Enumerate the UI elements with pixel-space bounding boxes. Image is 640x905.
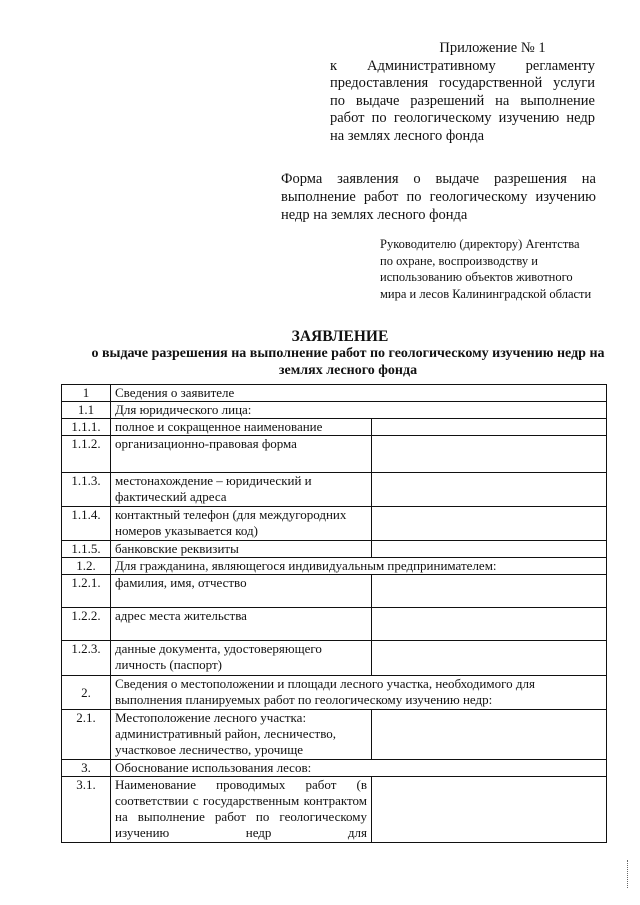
section-heading: Сведения о заявителе <box>111 385 607 402</box>
field-value-cell[interactable] <box>372 777 607 843</box>
row-number: 3.1. <box>62 777 111 843</box>
table-row-1-1-4 <box>62 507 607 541</box>
row-number: 3. <box>62 760 111 777</box>
table-row-1-1 <box>62 402 607 419</box>
row-number: 1.1.2. <box>62 436 111 473</box>
row-number: 1.1.5. <box>62 541 111 558</box>
table-row-1-1-1 <box>62 419 607 436</box>
field-value-cell[interactable] <box>372 608 607 641</box>
table-row-1-2-3 <box>62 641 607 676</box>
field-label: фамилия, имя, отчество <box>111 575 372 608</box>
row-number: 2.1. <box>62 710 111 760</box>
table-row-1-1-5 <box>62 541 607 558</box>
appendix-header <box>330 40 595 145</box>
subsection-heading: Для юридического лица: <box>111 402 607 419</box>
field-label: Местоположение лесного участка: административный район, лесничество, участковое лесничество, урочище <box>111 710 372 760</box>
field-label: адрес места жительства <box>111 608 372 641</box>
table-row-1-2-2 <box>62 608 607 641</box>
field-label: организационно-правовая форма <box>111 436 372 473</box>
section-heading: Сведения о местоположении и площади лесного участка, необходимого для выполнения планируемых работ по геологическому изучению недр: <box>111 676 607 710</box>
appendix-title: Приложение № 1 <box>439 40 546 56</box>
row-number: 2. <box>62 676 111 710</box>
field-value-cell[interactable] <box>372 473 607 507</box>
form-caption: Форма заявления о выдаче разрешения на выполнение работ по геологическому изучению недр на землях лесного фонда <box>281 171 596 223</box>
field-label: данные документа, удостоверяющего личность (паспорт) <box>111 641 372 676</box>
table-row-section-1 <box>62 385 607 402</box>
field-value-cell[interactable] <box>372 436 607 473</box>
table-row-1-2-1 <box>62 575 607 608</box>
field-value-cell[interactable] <box>372 710 607 760</box>
table-row-1-1-2 <box>62 436 607 473</box>
row-number: 1.2.3. <box>62 641 111 676</box>
application-form-table <box>61 384 607 843</box>
row-number: 1.1 <box>62 402 111 419</box>
table-row-3-1 <box>62 777 607 843</box>
row-number: 1 <box>62 385 111 402</box>
field-value-cell[interactable] <box>372 641 607 676</box>
field-label: местонахождение – юридический и фактический адреса <box>111 473 372 507</box>
field-label: полное и сокращенное наименование <box>111 419 372 436</box>
section-heading: Обоснование использования лесов: <box>111 760 607 777</box>
table-row-section-2 <box>62 676 607 710</box>
document-title: ЗАЯВЛЕНИЕ <box>291 328 389 345</box>
field-value-cell[interactable] <box>372 575 607 608</box>
row-number: 1.2.2. <box>62 608 111 641</box>
row-number: 1.2. <box>62 558 111 575</box>
field-value-cell[interactable] <box>372 419 607 436</box>
scan-edge-mark <box>627 860 632 888</box>
row-number: 1.2.1. <box>62 575 111 608</box>
field-value-cell[interactable] <box>372 541 607 558</box>
appendix-reference: к Административному регламенту предоставления государственной услуги по выдаче разрешений на выполнение работ по геологическому изучению недр на землях лесного фонда <box>330 57 595 144</box>
table-row-section-3 <box>62 760 607 777</box>
field-label: банковские реквизиты <box>111 541 372 558</box>
field-label: Наименование проводимых работ (в соответствии с государственным контрактом на выполнение работ по геологическому изучению недр для <box>111 777 372 843</box>
document-subtitle: о выдаче разрешения на выполнение работ по геологическому изучению недр на землях лесного фонда <box>91 346 605 378</box>
row-number: 1.1.3. <box>62 473 111 507</box>
field-value-cell[interactable] <box>372 507 607 541</box>
field-label: контактный телефон (для междугородних номеров указывается код) <box>111 507 372 541</box>
table-row-2-1 <box>62 710 607 760</box>
addressee-block: Руководителю (директору) Агентства по охране, воспроизводству и использованию объектов животного мира и лесов Калининградской области <box>380 237 592 301</box>
table-row-1-2 <box>62 558 607 575</box>
row-number: 1.1.1. <box>62 419 111 436</box>
row-number: 1.1.4. <box>62 507 111 541</box>
subsection-heading: Для гражданина, являющегося индивидуальным предпринимателем: <box>111 558 607 575</box>
table-row-1-1-3 <box>62 473 607 507</box>
